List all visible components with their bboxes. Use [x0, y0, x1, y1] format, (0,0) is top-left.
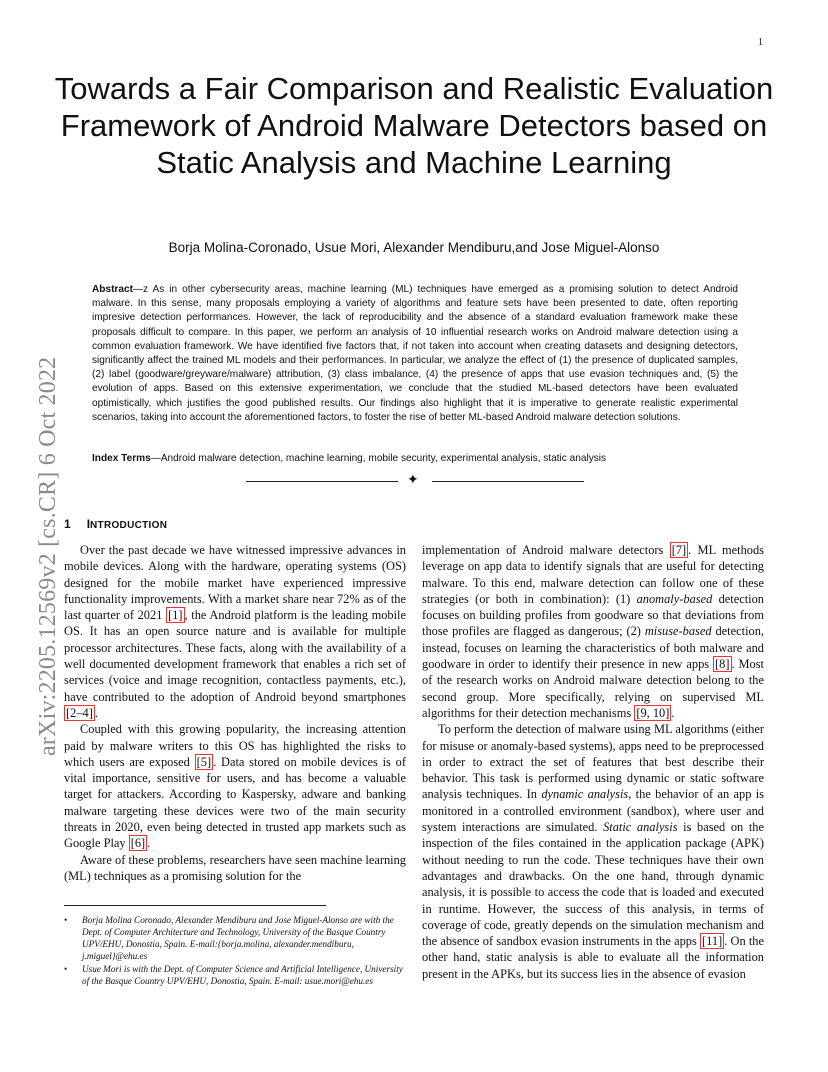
text-run: . ML methods leverage on app data to identify signals that are useful for detecting malware. To this end, malware detection can follow one of these strategies (or both in combination): (1)	[422, 543, 764, 606]
text-run: To perform the detection of malware using ML algorithms (either for misuse or anomaly-based systems), apps need to be preprocessed in order to extract the set of features that best describe their behavior. This task is performed using dynamic or static software analysis techniques. In	[422, 722, 764, 802]
paragraph	[64, 542, 406, 721]
text-run: implementation of Android malware detectors	[422, 543, 670, 557]
citation-link[interactable]: [6]	[130, 836, 146, 851]
index-terms	[92, 452, 738, 466]
abstract	[92, 283, 738, 425]
emphasis: misuse-based	[644, 624, 712, 639]
divider-line-right	[432, 481, 584, 482]
section-number: 1	[64, 517, 71, 531]
text-run: . Most of the research works on Android malware detection belong to the second group. More specifically, relying on supervised ML algorithms for their detection mechanisms	[422, 657, 764, 720]
paragraph	[422, 721, 764, 982]
text-run: .	[94, 705, 98, 720]
bullet-icon: •	[64, 964, 68, 974]
emphasis: dynamic analysis	[541, 787, 629, 802]
paragraph: Aware of these problems, researchers have seen machine learning (ML) techniques as a promising solution for the	[64, 852, 406, 883]
text-run: .	[671, 705, 675, 720]
text-run: detection focuses on building profiles from goodware so that deviations from those profiles are flagged as dangerous; (2)	[422, 591, 764, 639]
footnote	[64, 963, 406, 987]
citation-link[interactable]: [8]	[715, 657, 730, 672]
section-heading	[64, 517, 167, 531]
text-run: Over the past decade we have witnessed impressive advances in mobile devices. Along with the hardware, operating systems (OS) designed for the mobile market have experienced impressive functionality improvements. With a market share near 72% as of the last quarter of 2021	[64, 543, 406, 623]
footnote-rule	[64, 905, 326, 906]
text-run: is based on the inspection of the files contained in the application package (APK) without needing to run the code. These techniques have their own advantages and drawbacks. On the one hand, through dynamic analysis, it is possible to access the code that is loaded and executed in runtime. However, the success of this analysis, in terms of coverage of code, greatly depends on the simulation mechanism and the absence of sandbox evasion instruments in the apps	[422, 820, 764, 949]
paragraph	[64, 721, 406, 851]
citation-link[interactable]: [1]	[168, 608, 183, 623]
section-first-letter: I	[86, 517, 91, 531]
footnote-text: Usue Mori is with the Dept. of Computer Science and Artificial Intelligence, University of the Basque Country UPV/EHU, Donostia, Spain. E-mail: usue.mori@ehu.es	[82, 964, 403, 986]
divider-line-left	[246, 481, 398, 482]
divider-star-icon: ✦	[407, 472, 419, 488]
footnote	[64, 914, 406, 962]
footnote-text: Borja Molina Coronado, Alexander Mendiburu and Jose Miguel-Alonso are with the Dept. of Computer Architecture and Technology, University of the Basque Country UPV/EHU, Donostia, Spain. E-mail:{borja.molina, alexander.mendiburu, j.miguel}@ehu.es	[82, 915, 394, 961]
right-column	[422, 542, 764, 982]
section-divider	[246, 474, 584, 488]
text-run: . Data stored on mobile devices is of vital importance, sensitive for users, and has become a valuable target for attackers. According to Kaspersky, adware and banking malware targeting these devices were two of the main security threats in 2020, even being detected in trusted app markets such as Google Play	[64, 754, 406, 851]
emphasis: Static analysis	[603, 820, 678, 835]
text-run: , the Android platform is the leading mobile OS. It has an open source nature and is available for multiple processor architectures. These facts, along with the availability of a well documented development framework that enables a rich set of services (voice and image recognition, contactless payments, etc.), have contributed to the adoption of Android beyond smartphones	[64, 608, 407, 704]
citation-link[interactable]: [9, 10]	[636, 705, 670, 720]
text-run: . On the other hand, static analysis is able to evaluate all the information present in the APKs, but its success lies in the absence of evasion	[422, 934, 764, 981]
paragraph	[422, 542, 764, 721]
author-list: Borja Molina-Coronado, Usue Mori, Alexander Mendiburu,and Jose Miguel-Alonso	[168, 240, 660, 255]
section-title-rest: NTRODUCTION	[90, 520, 168, 531]
page-number: 1	[758, 37, 763, 48]
citation-link[interactable]: [7]	[671, 543, 687, 557]
text-run: detection, instead, focuses on learning the characteristics of both malware and goodware in order to identify their presence in new apps	[422, 624, 765, 672]
index-terms-label: Index Terms	[92, 453, 151, 464]
text-run: , the behavior of an app is monitored in a controlled environment (sandbox), where user and system interactions are simulated.	[422, 787, 764, 835]
arxiv-stamp-text: arXiv:2205.12569v2 [cs.CR] 6 Oct 2022	[35, 356, 61, 756]
abstract-text: —z As in other cybersecurity areas, machine learning (ML) techniques have emerged as a promising solution to detect Android malware. In this sense, many proposals employing a variety of algorithms and feature sets have been presented to date, often reporting impresive detection performances. However, the lack of reproducibility and the absence of a standard evaluation framework make these proposals difficult to compare. In this paper, we perform an analysis of 10 influential research works on Android malware detection using a common evaluation framework. We have identified five factors that, if not taken into account when creating datasets and designing detectors, significantly affect the trained ML models and their performances. In particular, we analyze the effect of (1) the presence of duplicated samples, (2) label (goodware/greyware/malware) attribution, (3) class imbalance, (4) the presence of apps that use evasion techniques and, (5) the evolution of apps. Based on this extensive experimentation, we conclude that the studied ML-based detectors have been evaluated optimistically, which justifies the good published results. Our findings also highlight that it is imperative to generate realistic experimental scenarios, taking into account the aforementioned factors, to foster the rise of better ML-based Android malware detection solutions.	[92, 284, 738, 423]
text-run: Coupled with this growing popularity, the increasing attention paid by malware writers to this OS has highlighted the risks to which users are exposed	[64, 722, 406, 769]
abstract-label: Abstract	[92, 284, 133, 295]
citation-link[interactable]: [2–4]	[66, 705, 93, 720]
paper-title: Towards a Fair Comparison and Realistic Evaluation Framework of Android Malware Detectors based on Static Analysis and Machine Learning	[54, 71, 774, 180]
left-column	[64, 542, 406, 884]
citation-link[interactable]: [5]	[196, 754, 212, 769]
bullet-icon: •	[64, 915, 68, 925]
citation-link[interactable]: [11]	[702, 934, 723, 949]
text-run: .	[147, 836, 151, 851]
emphasis: anomaly-based	[636, 591, 713, 606]
index-terms-text: —Android malware detection, machine learning, mobile security, experimental analysis, static analysis	[150, 453, 607, 464]
footnotes	[64, 914, 406, 988]
